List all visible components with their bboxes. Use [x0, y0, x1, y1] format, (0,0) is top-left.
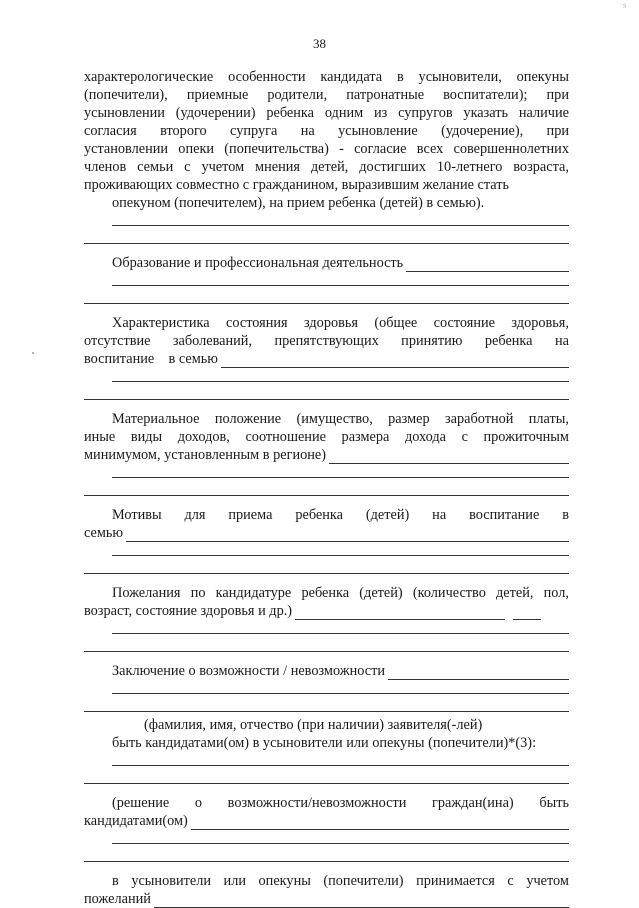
word: (общее — [374, 315, 418, 331]
word: одним — [324, 105, 364, 121]
decision-line-2: кандидатами(ом) — [84, 813, 188, 829]
word: отсутствие — [84, 333, 151, 349]
word: ребенка — [266, 105, 314, 121]
word: усыновители, — [418, 69, 502, 85]
material-line-2 — [84, 428, 569, 446]
health-line-2 — [84, 332, 569, 350]
word: совершеннолетних — [453, 141, 569, 157]
blank-line[interactable] — [84, 290, 569, 308]
intro-line-6 — [84, 158, 569, 176]
word: кандидата — [320, 69, 383, 85]
blank-line[interactable] — [84, 560, 569, 578]
word: воспитатели); — [443, 87, 528, 103]
blank-line[interactable] — [84, 542, 569, 560]
blank-line[interactable] — [84, 770, 569, 788]
blank-line[interactable] — [84, 680, 569, 698]
blank-line[interactable] — [84, 368, 569, 386]
word: заработной — [444, 411, 514, 427]
word: возможности/невозможности — [227, 795, 407, 811]
blank-line[interactable] — [84, 212, 569, 230]
word: ребенка — [301, 585, 350, 601]
word: граждан(ина) — [432, 795, 514, 811]
word: виды — [130, 429, 163, 445]
word: в — [396, 69, 404, 85]
wishes-line-2: возраст, состояние здоровья и др.) — [84, 603, 293, 619]
word: детей, — [496, 585, 534, 601]
page-number: 38 — [313, 36, 326, 51]
intro-line-8: опекуном (попечителем), на прием ребенка (детей) в семью). — [112, 195, 485, 211]
motives-line-1 — [84, 506, 569, 524]
word: учетом — [526, 873, 569, 889]
conclusion-field[interactable] — [84, 662, 569, 680]
word: кандидатуре — [215, 585, 292, 601]
word: размера — [341, 429, 390, 445]
conclusion-candidates: быть кандидатами(ом) в усыновители или опекуны (попечители)*(3): — [112, 735, 537, 751]
word: детей, — [310, 159, 349, 175]
blank-line[interactable] — [84, 386, 569, 404]
intro-line-1 — [84, 68, 569, 86]
wishes-line-1 — [84, 584, 569, 602]
word: согласия — [84, 123, 137, 139]
word: или — [223, 873, 246, 889]
word: дохода — [404, 429, 446, 445]
material-field[interactable] — [84, 446, 569, 464]
word: принимается — [416, 873, 495, 889]
word: учетом — [201, 159, 245, 175]
word: с — [461, 429, 468, 445]
word: Мотивы — [112, 507, 162, 523]
blank-line[interactable] — [84, 830, 569, 848]
word: здоровья — [304, 315, 358, 331]
word: заболеваний, — [172, 333, 253, 349]
final-line-2: пожеланий — [84, 891, 151, 907]
blank-line[interactable] — [84, 698, 569, 716]
word: иные — [84, 429, 116, 445]
word: наличие — [518, 105, 569, 121]
motives-field[interactable] — [84, 524, 569, 542]
word: о — [194, 795, 203, 811]
intro-line-7: проживающих совместно с гражданином, выразившим желание стать — [84, 177, 510, 193]
intro-line-2 — [84, 86, 569, 104]
word: доходов, — [177, 429, 230, 445]
blank-line[interactable] — [84, 464, 569, 482]
word: ребенка — [484, 333, 533, 349]
word: опекуны — [258, 873, 311, 889]
blank-line[interactable] — [84, 620, 569, 638]
conclusion-fio-caption: (фамилия, имя, отчество (при наличии) заявителя(-лей) — [144, 717, 483, 733]
word: для — [184, 507, 206, 523]
word: в — [112, 873, 119, 889]
health-line-3: воспитание в семью — [84, 351, 218, 367]
word: патронатные — [346, 87, 425, 103]
word: положение — [214, 411, 282, 427]
word: в — [562, 507, 569, 523]
blank-line[interactable] — [84, 848, 569, 866]
word: состояние — [433, 315, 496, 331]
blank-line[interactable] — [84, 482, 569, 500]
word: Пожелания — [112, 585, 181, 601]
final-field[interactable] — [84, 890, 569, 908]
word: согласие — [354, 141, 407, 157]
word: мнения — [255, 159, 300, 175]
word: платы, — [528, 411, 569, 427]
form-body — [84, 68, 569, 908]
word: размер — [388, 411, 430, 427]
word: установлении — [84, 141, 169, 157]
word: соотношение — [245, 429, 326, 445]
word: (имущество, — [296, 411, 373, 427]
word: по — [190, 585, 206, 601]
word: ребенка — [295, 507, 343, 523]
word: особенности — [228, 69, 306, 85]
health-line-1 — [84, 314, 569, 332]
word: пол, — [543, 585, 569, 601]
word: усыновители — [131, 873, 211, 889]
word: (удочерение), — [441, 123, 524, 139]
word: семьи — [137, 159, 174, 175]
word: характерологические — [84, 69, 214, 85]
education-field[interactable] — [84, 254, 569, 272]
word: (количество — [412, 585, 486, 601]
word: (решение — [112, 795, 170, 811]
blank-line[interactable] — [84, 272, 569, 290]
intro-line-3 — [84, 104, 569, 122]
conclusion-label: Заключение о возможности / невозможности — [112, 663, 386, 679]
decision-line-1 — [84, 794, 569, 812]
word: на — [432, 507, 447, 523]
material-line-1 — [84, 410, 569, 428]
word: второго — [160, 123, 207, 139]
word: с — [507, 873, 514, 889]
word: усыновлении — [84, 105, 165, 121]
word: приемные — [186, 87, 249, 103]
word: 10-летнего — [436, 159, 503, 175]
word: супруга — [230, 123, 278, 139]
blank-line[interactable] — [84, 752, 569, 770]
motives-line-2: семью — [84, 525, 124, 541]
word: воспитание — [469, 507, 540, 523]
word: при — [546, 87, 569, 103]
word: принятию — [401, 333, 463, 349]
word: с — [184, 159, 191, 175]
intro-line-5 — [84, 140, 569, 158]
word: (попечители) — [323, 873, 404, 889]
word: опекуны — [516, 69, 569, 85]
word: Характеристика — [112, 315, 210, 331]
blank-line[interactable] — [84, 230, 569, 248]
word: состояния — [226, 315, 288, 331]
health-field[interactable] — [84, 350, 569, 368]
word: препятствующих — [274, 333, 379, 349]
word: (детей) — [359, 585, 403, 601]
word: (удочерении) — [175, 105, 256, 121]
material-line-3: минимумом, установленным в регионе) — [84, 447, 326, 463]
decision-field[interactable] — [84, 812, 569, 830]
scan-speck — [32, 352, 34, 354]
word: приема — [228, 507, 273, 523]
word: из — [374, 105, 388, 121]
word: членов — [84, 159, 127, 175]
intro-line-4 — [84, 122, 569, 140]
word: достигших — [359, 159, 426, 175]
word: (детей) — [365, 507, 410, 523]
word: всех — [416, 141, 444, 157]
corner-scan-mark: s — [623, 0, 627, 10]
wishes-field[interactable] — [84, 602, 569, 620]
word: - — [339, 141, 344, 157]
word: усыновление — [338, 123, 418, 139]
education-label: Образование и профессиональная деятельность — [112, 255, 404, 271]
word: прожиточным — [483, 429, 569, 445]
word: (попечители), — [84, 87, 168, 103]
final-line-1 — [84, 872, 569, 890]
word: (попечительства) — [224, 141, 329, 157]
word: супругов — [398, 105, 453, 121]
word: на — [554, 333, 569, 349]
word: при — [546, 123, 569, 139]
word: указать — [463, 105, 509, 121]
word: опеки — [178, 141, 215, 157]
word: быть — [539, 795, 569, 811]
blank-line[interactable] — [84, 638, 569, 656]
word: возраста, — [513, 159, 569, 175]
word: Материальное — [112, 411, 200, 427]
word: родители, — [267, 87, 328, 103]
word: здоровья, — [511, 315, 569, 331]
word: на — [300, 123, 315, 139]
